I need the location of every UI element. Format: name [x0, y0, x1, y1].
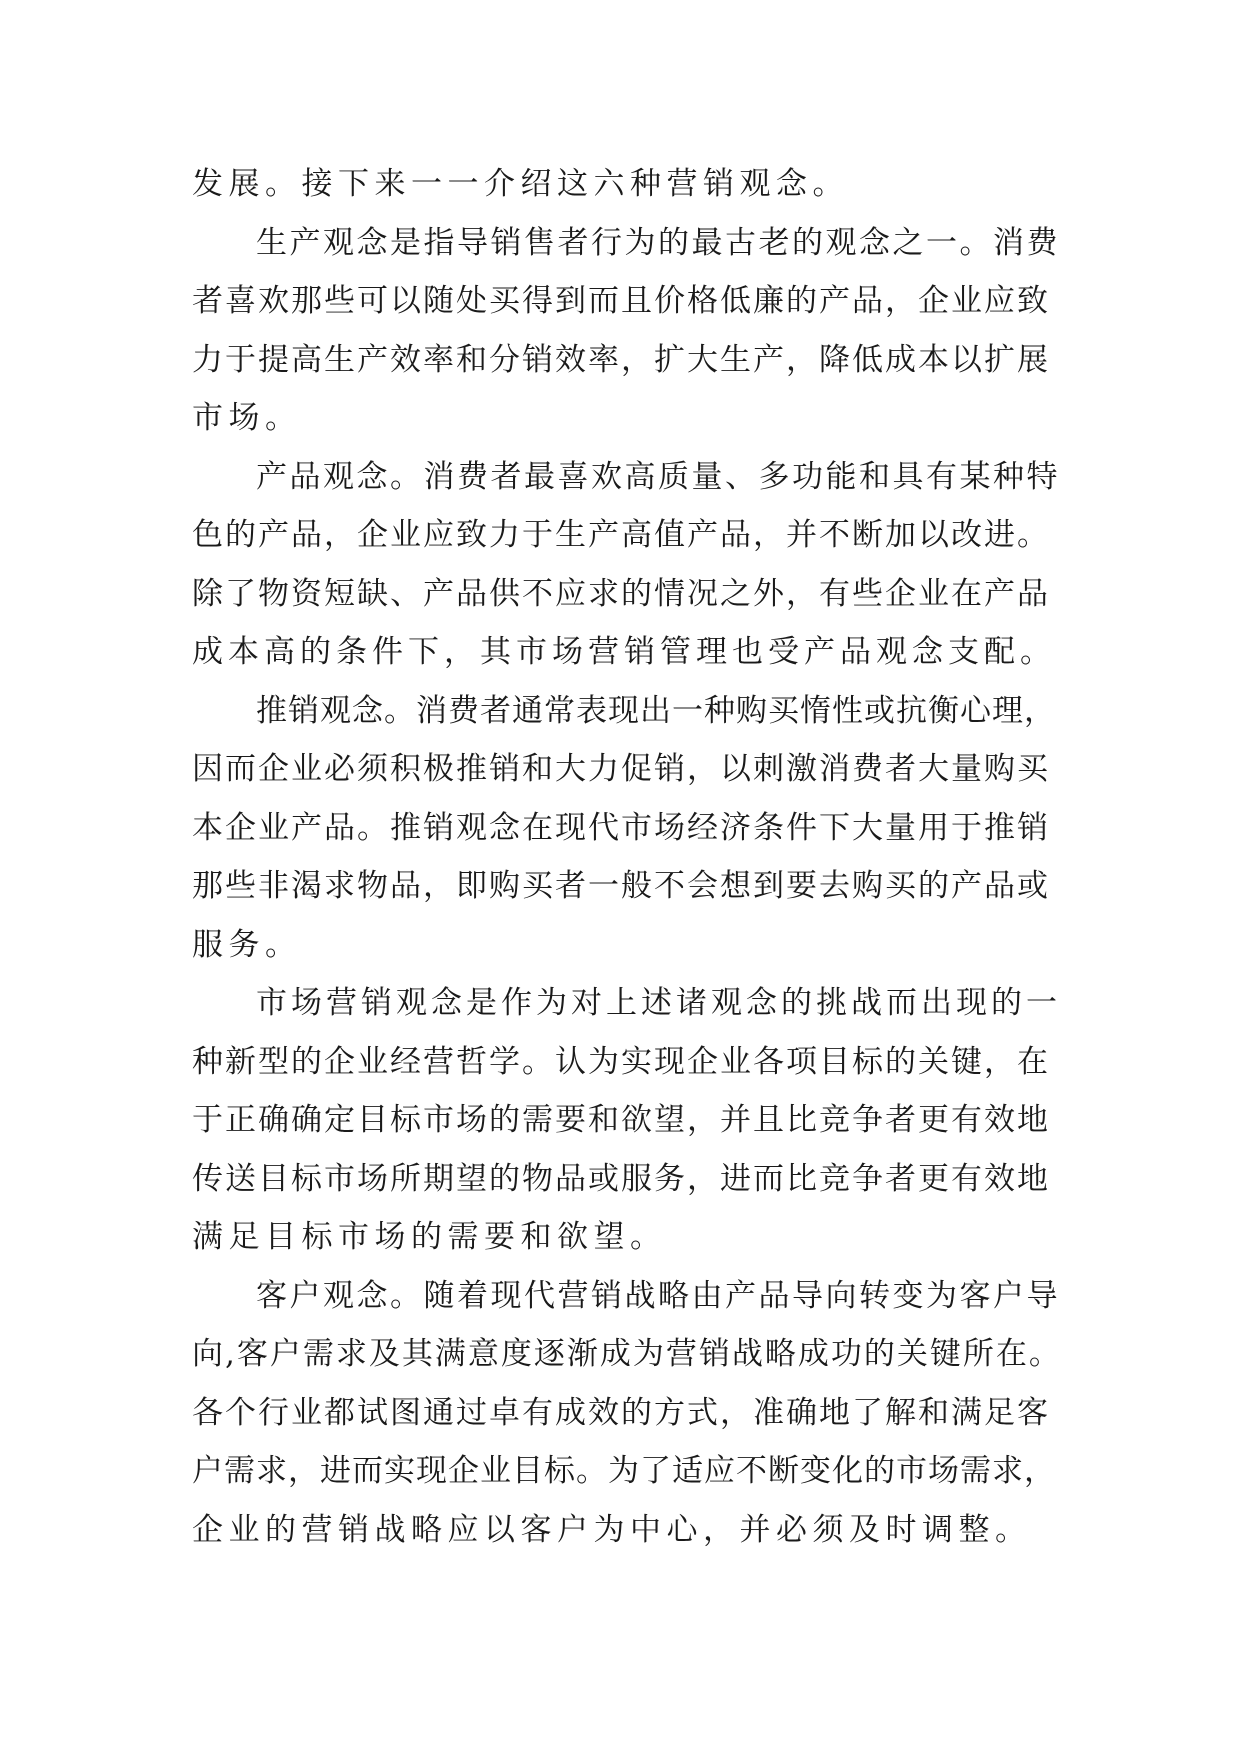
text-line: 因而企业必须积极推销和大力促销，以刺激消费者大量购买 [192, 751, 1050, 787]
text-line: 传送目标市场所期望的物品或服务，进而比竞争者更有效地 [192, 1160, 1050, 1197]
paragraph-first-line: 市场营销观念是作为对上述诸观念的挑战而出现的一 [256, 985, 1061, 1021]
text-line: 服务。 [192, 926, 302, 963]
paragraph-first-line: 生产观念是指导销售者行为的最古老的观念之一。消费 [256, 224, 1060, 261]
text-line: 成本高的条件下，其市场营销管理也受产品观念支配。 [192, 634, 1056, 670]
text-line: 于正确确定目标市场的需要和欲望，并且比竞争者更有效地 [192, 1102, 1050, 1138]
document-body [192, 155, 1062, 1559]
text-line: 市场。 [192, 400, 302, 436]
text-line: 力于提高生产效率和分销效率，扩大生产，降低成本以扩展 [192, 341, 1050, 378]
text-line: 者喜欢那些可以随处买得到而且价格低廉的产品，企业应致 [192, 283, 1050, 319]
text-line: 满足目标市场的需要和欲望。 [192, 1219, 667, 1255]
text-line: 种新型的企业经营哲学。认为实现企业各项目标的关键，在 [192, 1043, 1050, 1080]
paragraph-first-line: 推销观念。消费者通常表现出一种购买惰性或抗衡心理， [256, 692, 1056, 729]
paragraph-first-line: 客户观念。随着现代营销战略由产品导向转变为客户导 [256, 1277, 1060, 1314]
text-line: 那些非渴求物品，即购买者一般不会想到要去购买的产品或 [192, 868, 1050, 904]
text-line: 本企业产品。推销观念在现代市场经济条件下大量用于推销 [192, 809, 1050, 846]
text-line: 发展。接下来一一介绍这六种营销观念。 [192, 166, 849, 202]
text-line: 色的产品，企业应致力于生产高值产品，并不断加以改进。 [192, 517, 1050, 553]
text-line: 企业的营销战略应以客户为中心，并必须及时调整。 [192, 1511, 1032, 1548]
text-line: 除了物资短缺、产品供不应求的情况之外，有些企业在产品 [192, 575, 1050, 612]
text-line: 各个行业都试图通过卓有成效的方式，准确地了解和满足客 [192, 1394, 1050, 1431]
paragraph-first-line: 产品观念。消费者最喜欢高质量、多功能和具有某种特 [256, 458, 1060, 495]
text-line: 户需求，进而实现企业目标。为了适应不断变化的市场需求， [192, 1453, 1056, 1489]
text-line: 向,客户需求及其满意度逐渐成为营销战略成功的关键所在。 [192, 1336, 1062, 1372]
